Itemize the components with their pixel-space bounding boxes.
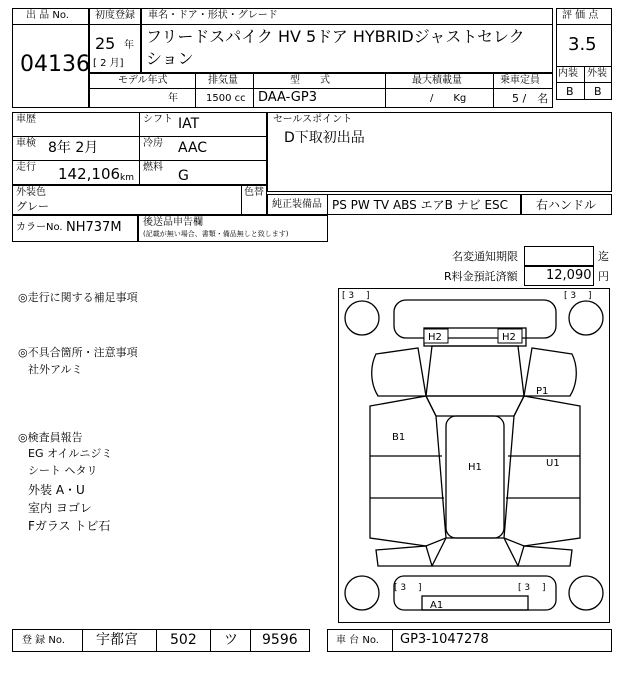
later-report-note: (記載が無い場合、書類・備品無しと致します): [143, 230, 289, 238]
score-label: 評 価 点: [562, 10, 599, 21]
chassis-value: GP3-1047278: [400, 632, 489, 647]
first-reg-month: [ 2 月]: [93, 58, 124, 69]
model-code: DAA-GP3: [258, 90, 317, 105]
driving-notes-title: ◎走行に関する補足事項: [18, 291, 138, 304]
model-year-unit: 年: [168, 93, 178, 104]
ac-value: AAC: [178, 140, 208, 156]
registration-class: 502: [170, 632, 197, 648]
registration-kana: ツ: [224, 632, 238, 648]
history-label: 車歴: [16, 114, 36, 125]
car-name-line2: ション: [146, 49, 194, 68]
inspector-line: 外装 A・U: [28, 483, 85, 497]
interior-label: 内装: [558, 68, 578, 79]
ext-color-label: 外装色: [16, 187, 46, 198]
fuel-label: 燃料: [143, 162, 163, 173]
damage-mark-h2-left: H2: [428, 332, 442, 343]
capacity-value: 5 / 名: [512, 92, 549, 105]
inspector-line: 室内 ヨゴレ: [28, 501, 92, 515]
registration-area: 宇都宮: [96, 632, 138, 648]
color-change-label: 色替: [244, 187, 264, 198]
fuel-value: G: [178, 168, 189, 184]
registration-label: 登 録 No.: [22, 635, 65, 646]
car-name-line1: フリードスパイク HV 5ドア HYBRIDジャストセレク: [146, 27, 525, 46]
damage-mark-p1: P1: [536, 386, 549, 397]
exterior-grade: B: [594, 85, 602, 98]
recycle-label: R料金預託済額: [444, 270, 518, 283]
overall-score: 3.5: [568, 34, 597, 55]
shift-value: IAT: [178, 116, 200, 132]
damage-mark-h1: H1: [468, 462, 482, 473]
corner-label-bl: [ 3 ]: [394, 583, 422, 593]
ext-color-value: グレー: [16, 200, 49, 213]
ac-label: 冷房: [143, 138, 163, 149]
damage-mark-a1: A1: [430, 600, 444, 611]
defects-title: ◎不具合箇所・注意事項: [18, 346, 138, 359]
mileage-unit: km: [120, 173, 134, 183]
inspector-line: Fガラス トビ石: [28, 519, 111, 533]
model-year-label: モデル年式: [118, 75, 168, 86]
exterior-label: 外装: [587, 68, 607, 79]
chassis-label: 車 台 No.: [336, 635, 379, 646]
inspector-line: シート ヘタリ: [28, 464, 98, 477]
mileage-value: 142,106: [58, 165, 121, 183]
inspection-value: 8年 2月: [48, 140, 99, 156]
name-change-field: [524, 246, 594, 266]
damage-mark-h2-right: H2: [502, 332, 516, 343]
first-reg-label: 初度登録: [95, 10, 135, 21]
name-change-label: 名変通知期限: [452, 250, 518, 263]
mileage-label: 走行: [16, 162, 36, 173]
steering-value: 右ハンドル: [536, 198, 597, 212]
registration-number: 9596: [262, 632, 298, 648]
defects-text: 社外アルミ: [28, 363, 83, 376]
corner-label-tl: [ 3 ]: [342, 291, 370, 301]
later-report-label: 後送品申告欄: [143, 217, 203, 228]
recycle-value: 12,090: [546, 268, 592, 283]
inspector-line: EG オイルニジミ: [28, 447, 113, 460]
interior-grade: B: [566, 85, 574, 98]
model-label: 型 式: [290, 75, 330, 86]
lot-number: 04136: [20, 52, 90, 77]
car-damage-diagram: [338, 288, 610, 623]
name-change-unit: 迄: [598, 250, 609, 263]
shift-label: シフト: [143, 114, 173, 125]
ext-color-box: [12, 185, 267, 215]
displacement-value: 1500 cc: [206, 93, 246, 104]
corner-label-tr: [ 3 ]: [564, 291, 592, 301]
corner-label-br: [ 3 ]: [518, 583, 546, 593]
capacity-label: 乗車定員: [500, 75, 540, 86]
color-no-value: NH737M: [66, 220, 122, 235]
first-reg-year-unit: 年: [124, 40, 134, 51]
sales-point-label: セールスポイント: [273, 114, 353, 125]
first-reg-year: 25: [95, 34, 116, 53]
equipment-value: PS PW TV ABS エアB ナビ ESC: [332, 198, 509, 212]
inspector-title: ◎検査員報告: [18, 431, 83, 444]
sales-point-value: D下取初出品: [284, 130, 365, 146]
max-load-label: 最大積載量: [412, 75, 462, 86]
color-no-label: カラーNo.: [16, 222, 63, 233]
recycle-unit: 円: [598, 270, 609, 283]
max-load-value: / Kg: [430, 93, 467, 104]
damage-mark-u1: U1: [546, 458, 560, 469]
lot-number-label: 出 品 No.: [26, 10, 69, 21]
car-name-label: 車名・ドア・形状・グレード: [148, 10, 278, 21]
equipment-label: 純正装備品: [272, 199, 322, 210]
inspection-label: 車検: [16, 138, 36, 149]
damage-mark-b1: B1: [392, 432, 406, 443]
displacement-label: 排気量: [208, 75, 238, 86]
